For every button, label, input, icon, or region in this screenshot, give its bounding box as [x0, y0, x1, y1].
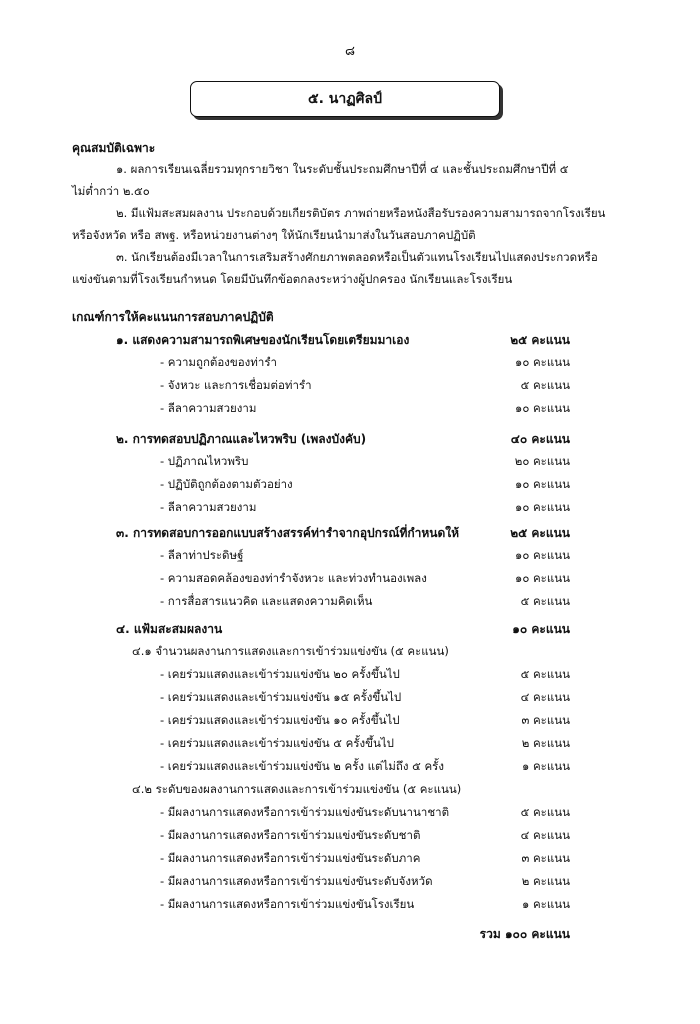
criterion-2-title: ๒. การทดสอบปฏิภาณและไหวพริบ (เพลงบังคับ) — [116, 432, 367, 446]
criterion-item-points: ๒๐ คะแนน — [514, 454, 570, 468]
qualification-line: แข่งขันตามที่โรงเรียนกำหนด โดยมีบันทึกข้อตกลงระหว่างผู้ปกครอง นักเรียนและโรงเรียน — [72, 272, 513, 286]
qualification-line: หรือจังหวัด หรือ สพฐ. หรือหน่วยงานต่างๆ ให้นักเรียนนำมาส่งในวันสอบภาคปฏิบัติ — [72, 228, 476, 242]
criterion-item-points: ๒ คะแนน — [521, 874, 570, 888]
criterion-item-points: ๑๐ คะแนน — [515, 477, 570, 491]
criterion-item: - มีผลงานการแสดงหรือการเข้าร่วมแข่งขันระดับภาค — [160, 851, 421, 865]
criterion-item: - ปฏิบัติถูกต้องตามตัวอย่าง — [160, 477, 293, 491]
criterion-item-points: ๕ คะแนน — [520, 594, 570, 608]
criterion-3-points: ๒๕ คะแนน — [510, 526, 570, 540]
criterion-1-title: ๑. แสดงความสามารถพิเศษของนักเรียนโดยเตรียมมาเอง — [116, 333, 410, 347]
criterion-item-points: ๑๐ คะแนน — [515, 500, 570, 514]
criterion-item: - จังหวะ และการเชื่อมต่อท่ารำ — [160, 378, 312, 392]
criterion-item: - มีผลงานการแสดงหรือการเข้าร่วมแข่งขันระดับชาติ — [160, 828, 421, 842]
criterion-item: - ความสอดคล้องของท่ารำจังหวะ และท่วงทำนองเพลง — [160, 571, 427, 585]
criterion-item-points: ๒ คะแนน — [521, 736, 570, 750]
total-points: รวม ๑๐๐ คะแนน — [479, 927, 570, 941]
qualification-line: ๒. มีแฟ้มสะสมผลงาน ประกอบด้วยเกียรติบัตร ภาพถ่ายหรือหนังสือรับรองความสามารถจากโรงเรียน — [116, 206, 606, 220]
criterion-4-title: ๔. แฟ้มสะสมผลงาน — [116, 622, 223, 636]
subsection-4-1-title: ๔.๑ จำนวนผลงานการแสดงและการเข้าร่วมแข่งขัน (๕ คะแนน) — [132, 644, 449, 658]
criterion-item-points: ๑ คะแนน — [522, 897, 570, 911]
criterion-item: - เคยร่วมแสดงและเข้าร่วมแข่งขัน ๒๐ ครั้งขึ้นไป — [160, 667, 400, 681]
criterion-1-points: ๒๕ คะแนน — [510, 333, 570, 347]
criterion-item: - ลีลาท่าประดิษฐ์ — [160, 548, 244, 562]
criterion-item: - มีผลงานการแสดงหรือการเข้าร่วมแข่งขันโรงเรียน — [160, 897, 415, 911]
criterion-item-points: ๕ คะแนน — [520, 667, 570, 681]
qualification-line: ๑. ผลการเรียนเฉลี่ยรวมทุกรายวิชา ในระดับชั้นประถมศึกษาปีที่ ๔ และชั้นประถมศึกษาปีที่ ๕ — [116, 162, 569, 176]
section-title-box — [190, 81, 500, 117]
subsection-4-2-title: ๔.๒ ระดับของผลงานการแสดงและการเข้าร่วมแข่งขัน (๕ คะแนน) — [132, 782, 462, 796]
page-number: ๘ — [344, 44, 356, 59]
criterion-item-points: ๑ คะแนน — [522, 759, 570, 773]
criterion-2-points: ๔๐ คะแนน — [510, 432, 570, 446]
criterion-item: - ลีลาความสวยงาม — [160, 401, 257, 415]
criterion-item: - เคยร่วมแสดงและเข้าร่วมแข่งขัน ๑๕ ครั้งขึ้นไป — [160, 690, 402, 704]
criterion-item-points: ๑๐ คะแนน — [515, 401, 570, 415]
criteria-heading: เกณฑ์การให้คะแนนการสอบภาคปฏิบัติ — [72, 310, 274, 324]
qualifications-heading: คุณสมบัติเฉพาะ — [72, 141, 156, 155]
criterion-item-points: ๓ คะแนน — [521, 713, 570, 727]
criterion-item: - การสื่อสารแนวคิด และแสดงความคิดเห็น — [160, 594, 373, 608]
criterion-item-points: ๕ คะแนน — [520, 378, 570, 392]
criterion-item: - เคยร่วมแสดงและเข้าร่วมแข่งขัน ๑๐ ครั้งขึ้นไป — [160, 713, 400, 727]
criterion-item-points: ๕ คะแนน — [520, 805, 570, 819]
section-title: ๕. นาฏศิลป์ — [308, 91, 382, 107]
qualification-line: ไม่ต่ำกว่า ๒.๕๐ — [72, 184, 150, 198]
criterion-item: - เคยร่วมแสดงและเข้าร่วมแข่งขัน ๒ ครั้ง แต่ไม่ถึง ๕ ครั้ง — [160, 759, 444, 773]
criterion-item-points: ๑๐ คะแนน — [515, 548, 570, 562]
criterion-item-points: ๔ คะแนน — [520, 690, 570, 704]
criterion-item: - เคยร่วมแสดงและเข้าร่วมแข่งขัน ๕ ครั้งขึ้นไป — [160, 736, 394, 750]
criterion-item: - มีผลงานการแสดงหรือการเข้าร่วมแข่งขันระดับจังหวัด — [160, 874, 433, 888]
criterion-item-points: ๔ คะแนน — [520, 828, 570, 842]
criterion-4-points: ๑๐ คะแนน — [512, 622, 570, 636]
criterion-item-points: ๓ คะแนน — [521, 851, 570, 865]
criterion-item: - ปฏิภาณไหวพริบ — [160, 454, 249, 468]
criterion-3-title: ๓. การทดสอบการออกแบบสร้างสรรค์ท่ารำจากอุปกรณ์ที่กำหนดให้ — [116, 526, 460, 540]
criterion-item-points: ๑๐ คะแนน — [515, 571, 570, 585]
criterion-item: - ความถูกต้องของท่ารำ — [160, 355, 277, 369]
criterion-item: - มีผลงานการแสดงหรือการเข้าร่วมแข่งขันระดับนานาชาติ — [160, 805, 450, 819]
qualification-line: ๓. นักเรียนต้องมีเวลาในการเสริมสร้างศักยภาพตลอดหรือเป็นตัวแทนโรงเรียนไปแสดงประกวดหรือ — [116, 250, 598, 264]
criterion-item-points: ๑๐ คะแนน — [515, 355, 570, 369]
criterion-item: - ลีลาความสวยงาม — [160, 500, 257, 514]
